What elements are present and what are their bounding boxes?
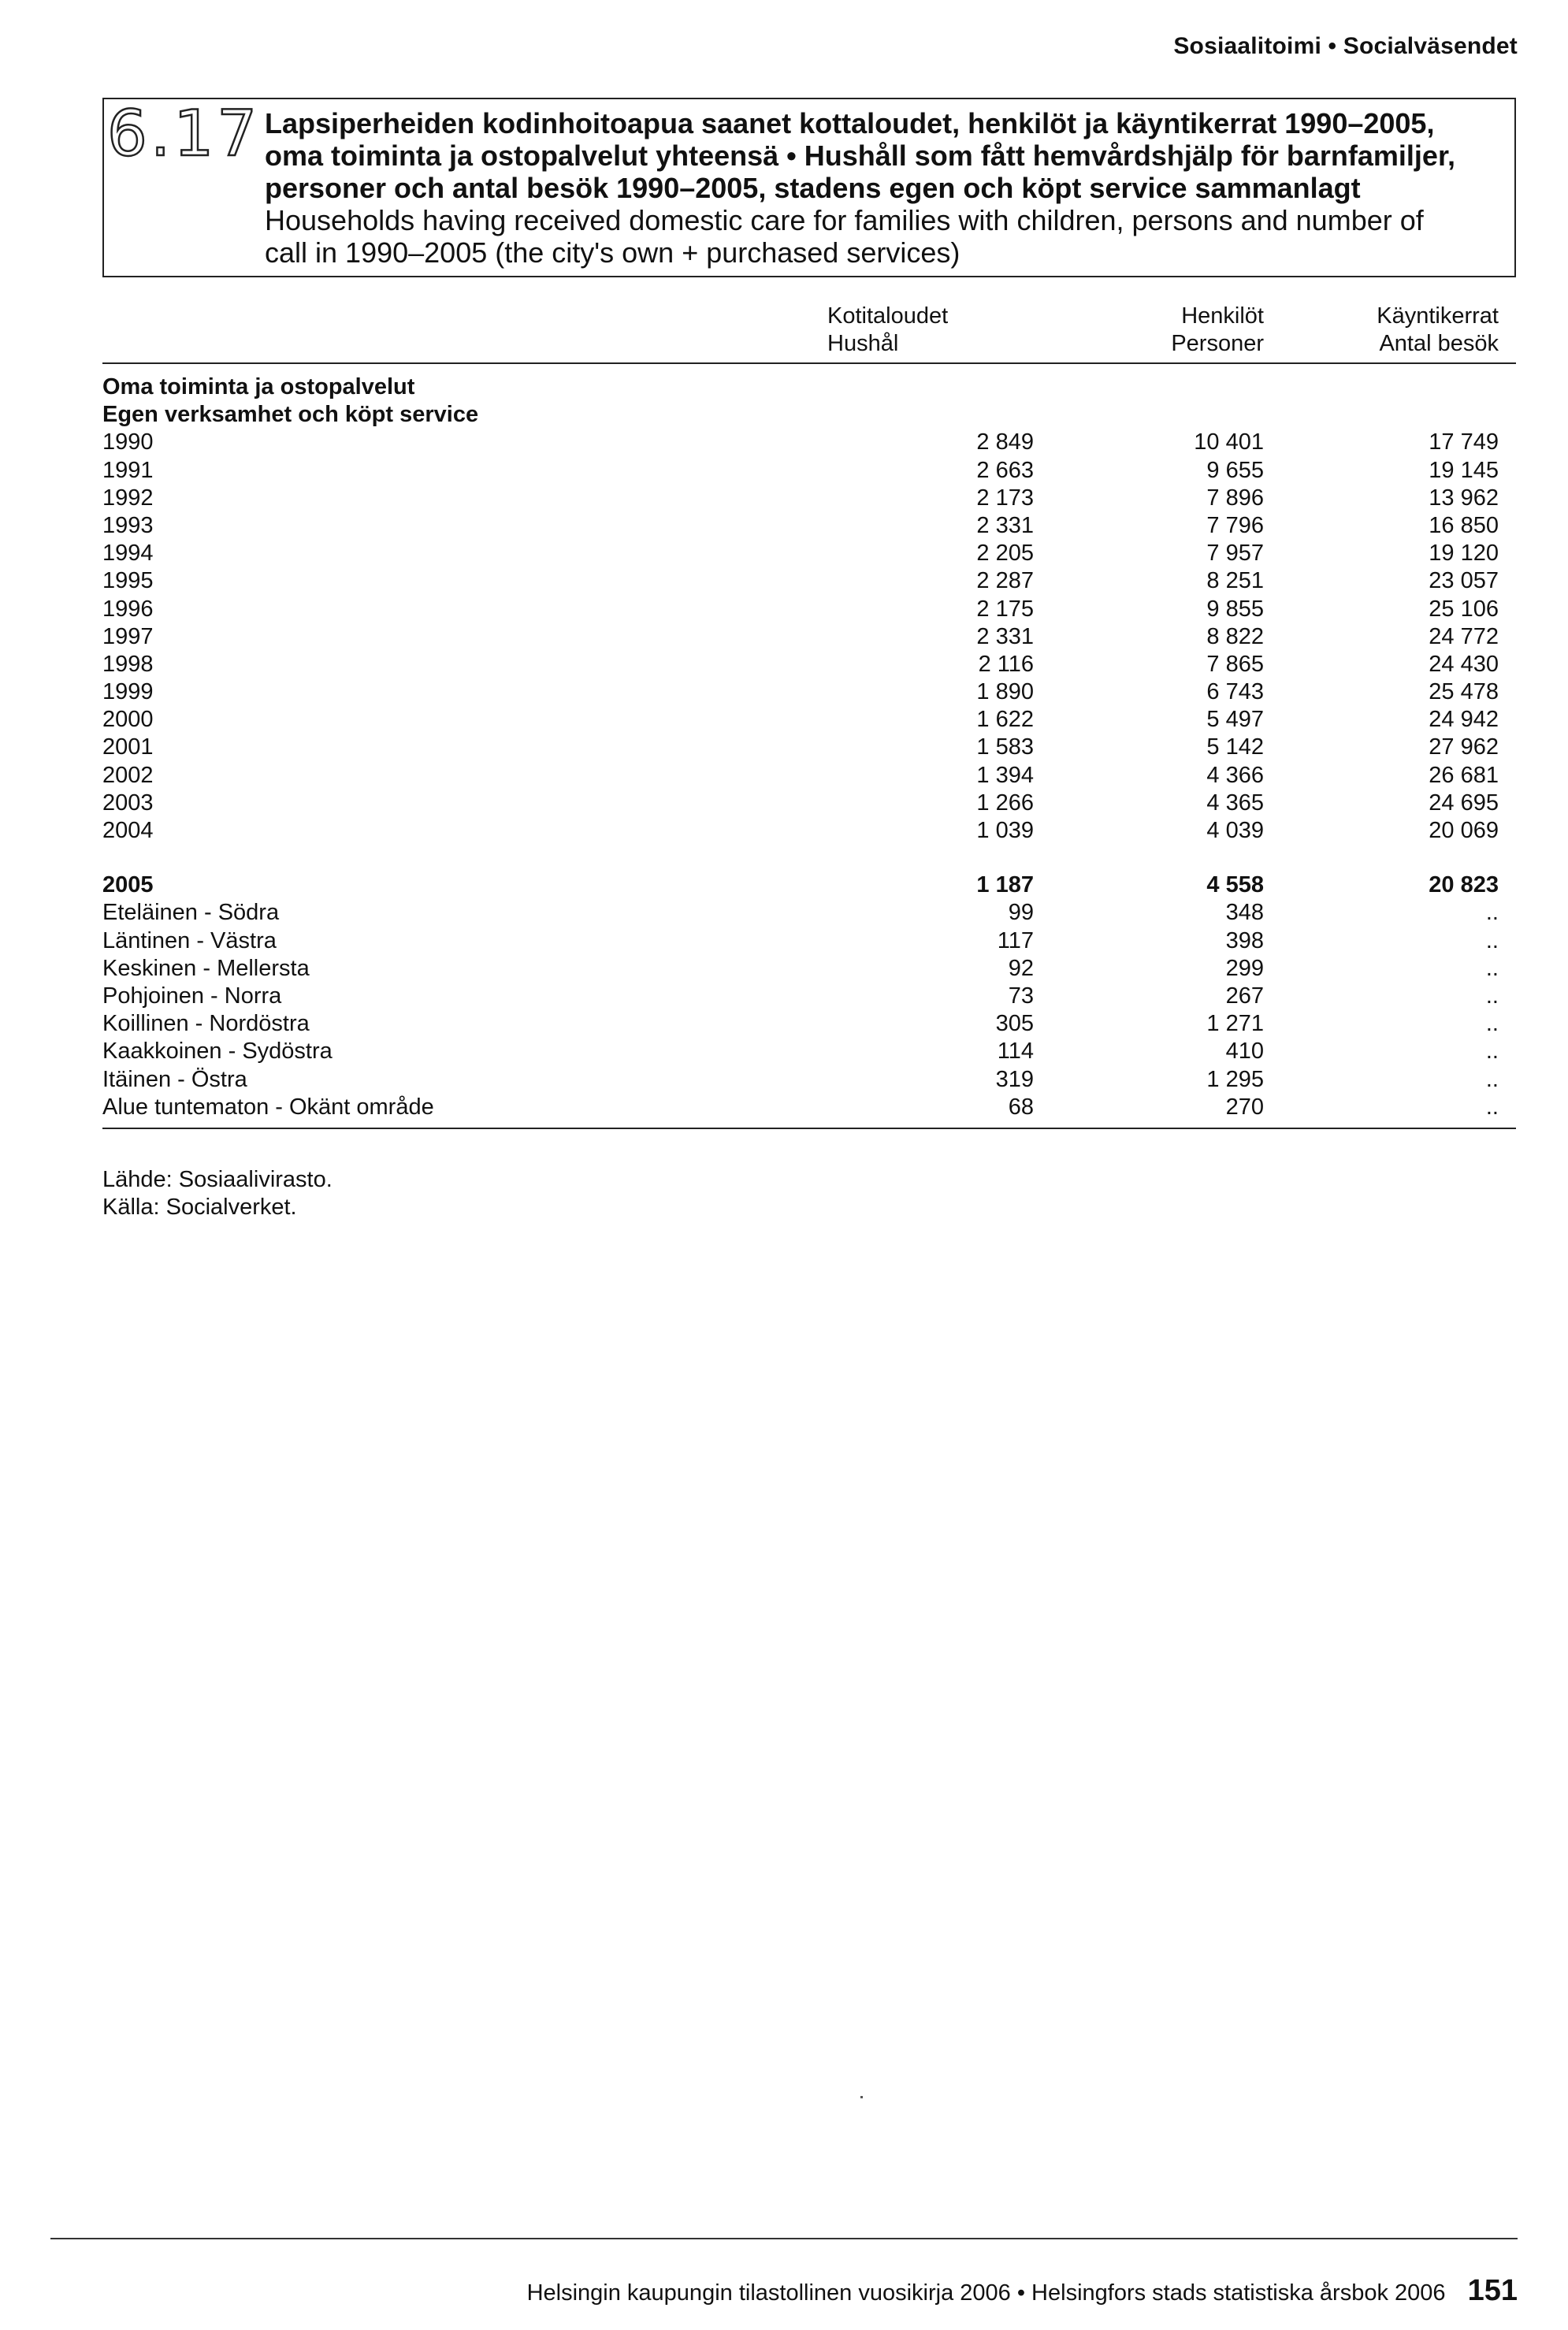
cell-visits: 25 478 bbox=[1429, 679, 1499, 705]
column-header-households bbox=[827, 303, 1034, 358]
table-row bbox=[102, 1066, 1516, 1094]
row-label: 2001 bbox=[102, 734, 154, 760]
cell-visits: .. bbox=[1485, 900, 1499, 926]
table-row bbox=[102, 512, 1516, 540]
source-fi: Lähde: Sosiaalivirasto. bbox=[102, 1167, 333, 1192]
row-label: 1992 bbox=[102, 485, 154, 511]
table-row bbox=[102, 706, 1516, 734]
row-label: 1990 bbox=[102, 429, 154, 455]
row-label: Pohjoinen - Norra bbox=[102, 983, 282, 1009]
table-title-box bbox=[102, 98, 1516, 277]
table-row bbox=[102, 567, 1516, 595]
row-label: Kaakkoinen - Sydöstra bbox=[102, 1039, 333, 1065]
cell-visits: 13 962 bbox=[1429, 485, 1499, 511]
cell-households: 2 663 bbox=[976, 457, 1034, 483]
row-label: 1991 bbox=[102, 457, 154, 483]
cell-households: 2 331 bbox=[976, 623, 1034, 649]
footer-rule bbox=[50, 2238, 1518, 2239]
cell-households: 68 bbox=[1008, 1094, 1034, 1120]
cell-households: 92 bbox=[1008, 955, 1034, 981]
group-heading-fi bbox=[102, 373, 1516, 401]
title-en-line: Households having received domestic care for families with children, persons and number of bbox=[265, 204, 1424, 236]
cell-households: 319 bbox=[995, 1066, 1034, 1092]
cell-visits: .. bbox=[1485, 1066, 1499, 1092]
table-row bbox=[102, 540, 1516, 567]
table-row bbox=[102, 678, 1516, 706]
title-fi-sv-line: personer och antal besök 1990–2005, stadens egen och köpt service sammanlagt bbox=[265, 172, 1361, 204]
row-label: Eteläinen - Södra bbox=[102, 900, 280, 926]
cell-persons: 398 bbox=[1225, 927, 1264, 953]
row-label: Keskinen - Mellersta bbox=[102, 955, 310, 981]
column-header-visits bbox=[1377, 303, 1499, 358]
cell-persons: 7 896 bbox=[1206, 485, 1264, 511]
cell-persons: 4 366 bbox=[1206, 762, 1264, 788]
column-header-fi: Henkilöt bbox=[1181, 303, 1264, 329]
table-row bbox=[102, 1038, 1516, 1065]
table-bottom-rule bbox=[102, 1128, 1516, 1129]
cell-households: 1 187 bbox=[976, 872, 1034, 898]
cell-persons: 267 bbox=[1225, 983, 1264, 1009]
table-body bbox=[102, 364, 1516, 1121]
row-label: 2002 bbox=[102, 762, 154, 788]
row-label: Koillinen - Nordöstra bbox=[102, 1011, 310, 1037]
cell-visits: 25 106 bbox=[1429, 596, 1499, 622]
row-label: 2000 bbox=[102, 707, 154, 733]
table-row bbox=[102, 983, 1516, 1010]
group-heading-label: Oma toiminta ja ostopalvelut bbox=[102, 374, 415, 399]
row-label: Alue tuntematon - Okänt område bbox=[102, 1094, 434, 1120]
cell-visits: 24 772 bbox=[1429, 623, 1499, 649]
table-row bbox=[102, 485, 1516, 512]
title-en-line: call in 1990–2005 (the city's own + purchased services) bbox=[265, 236, 960, 269]
cell-households: 1 039 bbox=[976, 818, 1034, 843]
column-header-fi: Käyntikerrat bbox=[1377, 303, 1499, 329]
sources bbox=[102, 1166, 333, 1221]
cell-persons: 410 bbox=[1225, 1039, 1264, 1065]
table-row bbox=[102, 596, 1516, 623]
column-header-fi: Kotitaloudet bbox=[827, 303, 949, 329]
row-label: 1996 bbox=[102, 596, 154, 622]
cell-visits: 24 942 bbox=[1429, 707, 1499, 733]
table-row bbox=[102, 429, 1516, 456]
row-label: 2005 bbox=[102, 872, 154, 898]
cell-visits: .. bbox=[1485, 927, 1499, 953]
cell-visits: 24 430 bbox=[1429, 651, 1499, 677]
cell-persons: 7 957 bbox=[1206, 541, 1264, 567]
cell-persons: 4 039 bbox=[1206, 818, 1264, 843]
table-row bbox=[102, 790, 1516, 817]
column-header-sv: Hushål bbox=[827, 331, 899, 356]
cell-households: 1 890 bbox=[976, 679, 1034, 705]
table-row bbox=[102, 734, 1516, 761]
table-row bbox=[102, 1094, 1516, 1121]
table-row bbox=[102, 623, 1516, 651]
table-row bbox=[102, 762, 1516, 790]
row-label: 2003 bbox=[102, 790, 154, 816]
cell-persons: 299 bbox=[1225, 955, 1264, 981]
cell-households: 2 205 bbox=[976, 541, 1034, 567]
cell-visits: 26 681 bbox=[1429, 762, 1499, 788]
page-footer bbox=[527, 2274, 1518, 2308]
row-label: 1993 bbox=[102, 512, 154, 538]
table-title bbox=[265, 107, 1499, 269]
table-row bbox=[102, 1010, 1516, 1038]
cell-visits: .. bbox=[1485, 1094, 1499, 1120]
cell-visits: .. bbox=[1485, 955, 1499, 981]
cell-visits: 20 823 bbox=[1429, 872, 1499, 898]
row-label: 1995 bbox=[102, 568, 154, 594]
cell-households: 99 bbox=[1008, 900, 1034, 926]
row-label: 1994 bbox=[102, 541, 154, 567]
cell-visits: 23 057 bbox=[1429, 568, 1499, 594]
cell-visits: .. bbox=[1485, 1039, 1499, 1065]
cell-persons: 5 142 bbox=[1206, 734, 1264, 760]
column-header-sv: Antal besök bbox=[1379, 331, 1499, 356]
cell-households: 1 394 bbox=[976, 762, 1034, 788]
cell-households: 2 175 bbox=[976, 596, 1034, 622]
cell-households: 117 bbox=[997, 927, 1034, 953]
total-row-2005 bbox=[102, 871, 1516, 899]
row-label: 2004 bbox=[102, 818, 154, 843]
cell-visits: 17 749 bbox=[1429, 429, 1499, 455]
stray-dot bbox=[860, 2096, 863, 2098]
cell-households: 305 bbox=[995, 1011, 1034, 1037]
cell-visits: 27 962 bbox=[1429, 734, 1499, 760]
cell-persons: 7 796 bbox=[1206, 512, 1264, 538]
cell-persons: 9 655 bbox=[1206, 457, 1264, 483]
column-header-sv: Personer bbox=[1171, 331, 1264, 356]
cell-persons: 4 558 bbox=[1206, 872, 1264, 898]
cell-persons: 5 497 bbox=[1206, 707, 1264, 733]
cell-persons: 9 855 bbox=[1206, 596, 1264, 622]
district-rows bbox=[102, 899, 1516, 1121]
row-label: 1999 bbox=[102, 679, 154, 705]
cell-persons: 348 bbox=[1225, 900, 1264, 926]
title-fi-sv-line: oma toiminta ja ostopalvelut yhteensä • Hushåll som fått hemvårdshjälp för barnfamiljer, bbox=[265, 139, 1455, 172]
cell-households: 2 173 bbox=[976, 485, 1034, 511]
column-headers bbox=[102, 298, 1516, 364]
column-header-persons bbox=[1171, 303, 1264, 358]
cell-visits: 16 850 bbox=[1429, 512, 1499, 538]
source-sv: Källa: Socialverket. bbox=[102, 1195, 297, 1220]
table-row bbox=[102, 457, 1516, 485]
table-row bbox=[102, 651, 1516, 678]
row-spacer bbox=[102, 845, 1516, 871]
data-table bbox=[102, 298, 1516, 1129]
page-number: 151 bbox=[1467, 2274, 1518, 2307]
table-row bbox=[102, 955, 1516, 983]
cell-households: 1 583 bbox=[976, 734, 1034, 760]
row-label: Läntinen - Västra bbox=[102, 927, 277, 953]
row-label: 1998 bbox=[102, 651, 154, 677]
cell-persons: 4 365 bbox=[1206, 790, 1264, 816]
table-row bbox=[102, 899, 1516, 927]
group-heading-sv bbox=[102, 401, 1516, 429]
cell-households: 114 bbox=[997, 1039, 1034, 1065]
cell-persons: 8 822 bbox=[1206, 623, 1264, 649]
cell-persons: 8 251 bbox=[1206, 568, 1264, 594]
cell-households: 73 bbox=[1008, 983, 1034, 1009]
cell-visits: .. bbox=[1485, 1011, 1499, 1037]
cell-visits: 19 120 bbox=[1429, 541, 1499, 567]
cell-persons: 10 401 bbox=[1194, 429, 1264, 455]
table-row bbox=[102, 817, 1516, 845]
table-number: 6.17 bbox=[107, 97, 261, 170]
cell-households: 2 287 bbox=[976, 568, 1034, 594]
year-rows bbox=[102, 429, 1516, 845]
cell-households: 1 622 bbox=[976, 707, 1034, 733]
section-header: Sosiaalitoimi • Socialväsendet bbox=[1173, 33, 1518, 59]
row-label: 1997 bbox=[102, 623, 154, 649]
cell-households: 2 849 bbox=[976, 429, 1034, 455]
cell-visits: 19 145 bbox=[1429, 457, 1499, 483]
cell-households: 2 331 bbox=[976, 512, 1034, 538]
row-label: Itäinen - Östra bbox=[102, 1066, 247, 1092]
cell-persons: 6 743 bbox=[1206, 679, 1264, 705]
cell-visits: 20 069 bbox=[1429, 818, 1499, 843]
cell-persons: 1 271 bbox=[1206, 1011, 1264, 1037]
cell-households: 1 266 bbox=[976, 790, 1034, 816]
cell-persons: 1 295 bbox=[1206, 1066, 1264, 1092]
group-heading-label: Egen verksamhet och köpt service bbox=[102, 402, 479, 428]
cell-visits: 24 695 bbox=[1429, 790, 1499, 816]
table-row bbox=[102, 927, 1516, 955]
footer-text: Helsingin kaupungin tilastollinen vuosikirja 2006 • Helsingfors stads statistiska årsbok 2006 bbox=[526, 2280, 1446, 2306]
cell-households: 2 116 bbox=[978, 651, 1034, 677]
cell-persons: 7 865 bbox=[1206, 651, 1264, 677]
cell-visits: .. bbox=[1485, 983, 1499, 1009]
cell-persons: 270 bbox=[1225, 1094, 1264, 1120]
title-fi-sv-line: Lapsiperheiden kodinhoitoapua saanet kottaloudet, henkilöt ja käyntikerrat 1990–2005, bbox=[265, 107, 1435, 139]
